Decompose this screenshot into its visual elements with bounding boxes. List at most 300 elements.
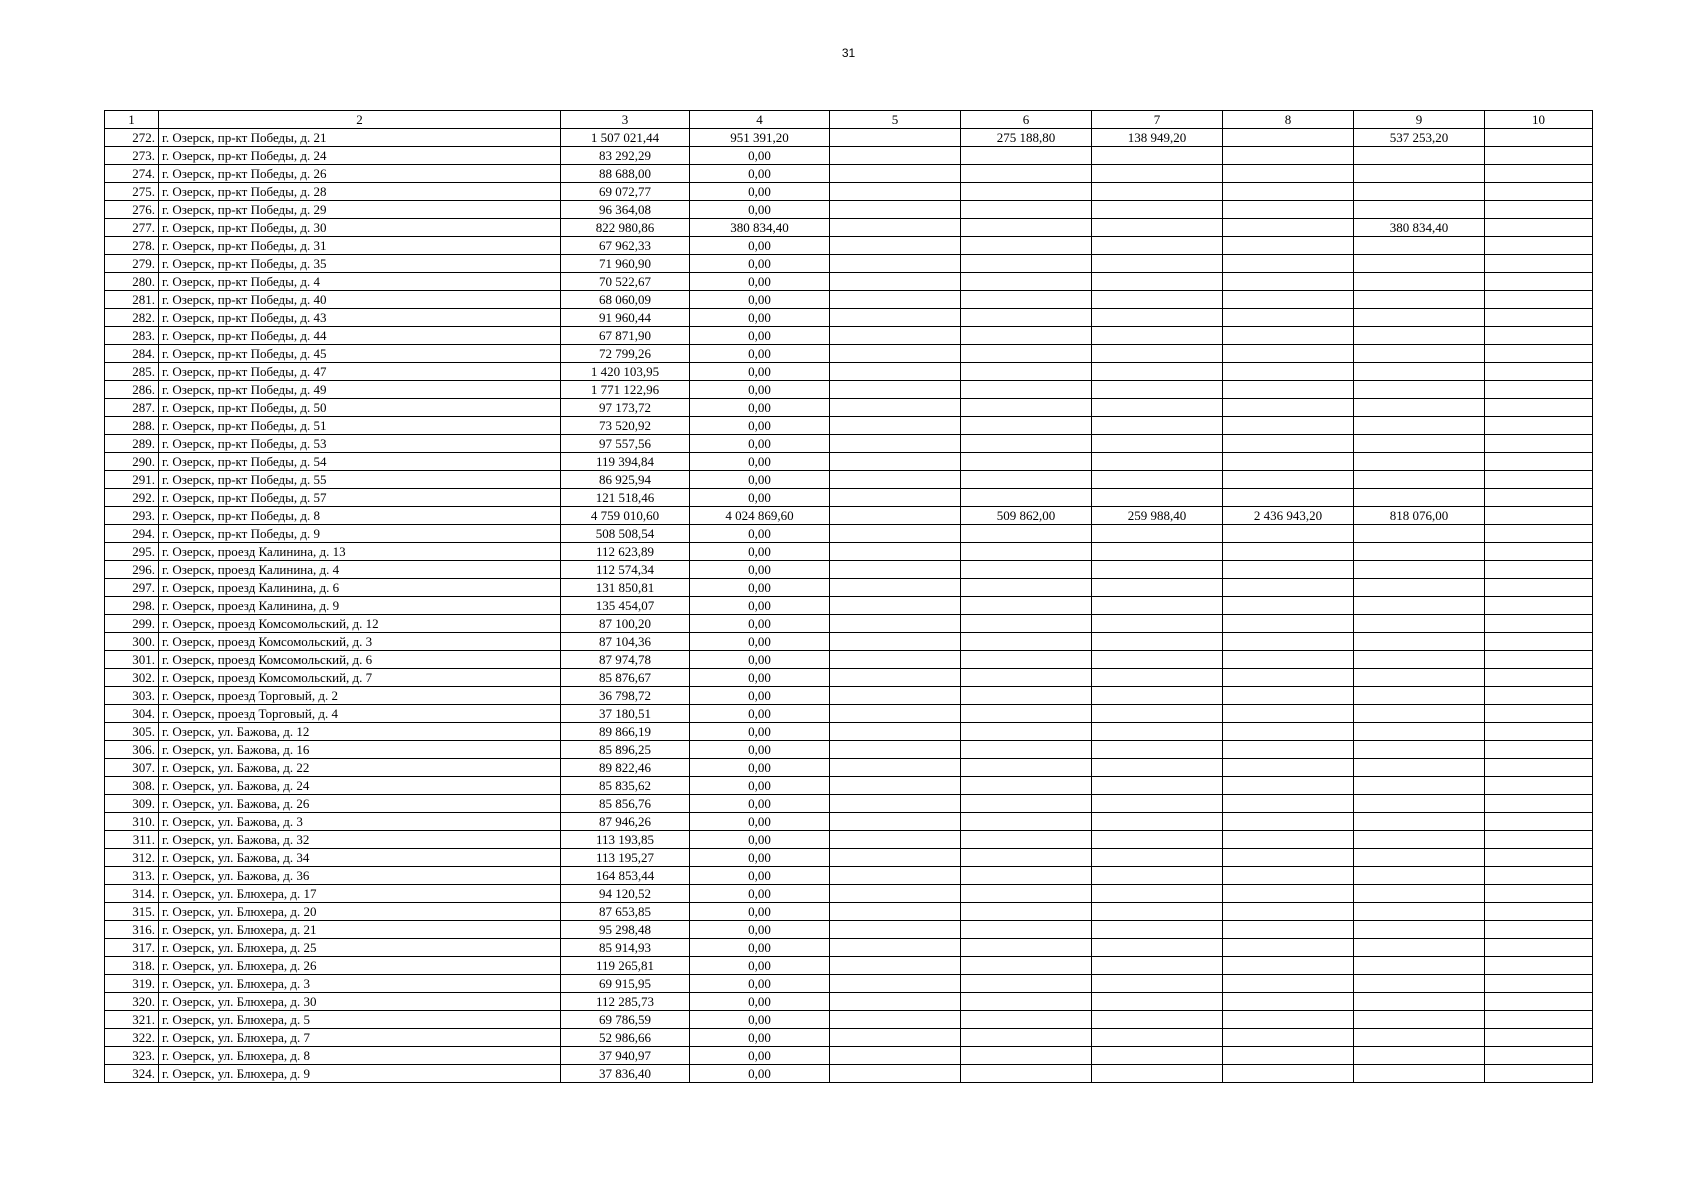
row-number: 316. xyxy=(105,921,159,939)
value-cell: 0,00 xyxy=(690,993,830,1011)
address-cell: г. Озерск, ул. Бажова, д. 32 xyxy=(159,831,561,849)
value-cell: 0,00 xyxy=(690,453,830,471)
value-cell xyxy=(1354,201,1485,219)
value-cell: 0,00 xyxy=(690,345,830,363)
value-cell xyxy=(1223,435,1354,453)
row-number: 305. xyxy=(105,723,159,741)
value-cell xyxy=(1092,831,1223,849)
value-cell: 0,00 xyxy=(690,975,830,993)
value-cell xyxy=(1092,759,1223,777)
column-header: 4 xyxy=(690,111,830,129)
value-cell: 0,00 xyxy=(690,381,830,399)
value-cell xyxy=(830,579,961,597)
value-cell: 0,00 xyxy=(690,903,830,921)
row-number: 281. xyxy=(105,291,159,309)
value-cell xyxy=(1354,831,1485,849)
value-cell: 1 420 103,95 xyxy=(561,363,690,381)
value-cell xyxy=(961,237,1092,255)
column-header: 6 xyxy=(961,111,1092,129)
value-cell xyxy=(830,129,961,147)
table-row xyxy=(105,579,1593,597)
value-cell xyxy=(830,219,961,237)
address-cell: г. Озерск, проезд Торговый, д. 4 xyxy=(159,705,561,723)
row-number: 304. xyxy=(105,705,159,723)
value-cell: 97 557,56 xyxy=(561,435,690,453)
value-cell xyxy=(1092,957,1223,975)
value-cell: 85 835,62 xyxy=(561,777,690,795)
address-cell: г. Озерск, проезд Комсомольский, д. 7 xyxy=(159,669,561,687)
value-cell: 0,00 xyxy=(690,723,830,741)
value-cell xyxy=(1354,939,1485,957)
value-cell xyxy=(1223,417,1354,435)
value-cell xyxy=(830,1029,961,1047)
table-row xyxy=(105,381,1593,399)
value-cell xyxy=(1223,291,1354,309)
address-cell: г. Озерск, ул. Бажова, д. 16 xyxy=(159,741,561,759)
value-cell: 0,00 xyxy=(690,687,830,705)
table-row xyxy=(105,489,1593,507)
value-cell xyxy=(1223,201,1354,219)
address-cell: г. Озерск, пр-кт Победы, д. 8 xyxy=(159,507,561,525)
value-cell xyxy=(1092,1065,1223,1083)
value-cell xyxy=(1485,165,1593,183)
value-cell xyxy=(1092,165,1223,183)
value-cell xyxy=(830,543,961,561)
value-cell xyxy=(830,597,961,615)
value-cell xyxy=(1223,183,1354,201)
value-cell xyxy=(1092,201,1223,219)
value-cell xyxy=(1354,1029,1485,1047)
value-cell xyxy=(961,255,1092,273)
row-number: 324. xyxy=(105,1065,159,1083)
value-cell xyxy=(1354,867,1485,885)
value-cell xyxy=(1354,669,1485,687)
value-cell xyxy=(1092,147,1223,165)
value-cell xyxy=(830,723,961,741)
value-cell xyxy=(1354,597,1485,615)
value-cell xyxy=(1485,939,1593,957)
value-cell xyxy=(1354,165,1485,183)
value-cell xyxy=(1223,975,1354,993)
value-cell xyxy=(1485,399,1593,417)
address-cell: г. Озерск, пр-кт Победы, д. 44 xyxy=(159,327,561,345)
value-cell: 96 364,08 xyxy=(561,201,690,219)
value-cell xyxy=(961,525,1092,543)
row-number: 291. xyxy=(105,471,159,489)
value-cell xyxy=(1223,723,1354,741)
value-cell xyxy=(1354,237,1485,255)
value-cell xyxy=(830,939,961,957)
value-cell xyxy=(1092,939,1223,957)
table-row xyxy=(105,417,1593,435)
value-cell: 87 653,85 xyxy=(561,903,690,921)
value-cell xyxy=(1223,849,1354,867)
row-number: 309. xyxy=(105,795,159,813)
value-cell xyxy=(1354,327,1485,345)
row-number: 290. xyxy=(105,453,159,471)
value-cell xyxy=(1485,849,1593,867)
value-cell xyxy=(1223,327,1354,345)
value-cell xyxy=(830,831,961,849)
value-cell xyxy=(961,795,1092,813)
row-number: 302. xyxy=(105,669,159,687)
value-cell xyxy=(1223,705,1354,723)
value-cell xyxy=(830,759,961,777)
value-cell xyxy=(1354,183,1485,201)
address-cell: г. Озерск, ул. Блюхера, д. 8 xyxy=(159,1047,561,1065)
value-cell: 0,00 xyxy=(690,651,830,669)
value-cell xyxy=(1223,255,1354,273)
row-number: 277. xyxy=(105,219,159,237)
value-cell xyxy=(961,1047,1092,1065)
address-cell: г. Озерск, пр-кт Победы, д. 45 xyxy=(159,345,561,363)
value-cell xyxy=(1223,759,1354,777)
table-row xyxy=(105,147,1593,165)
row-number: 314. xyxy=(105,885,159,903)
address-cell: г. Озерск, пр-кт Победы, д. 57 xyxy=(159,489,561,507)
value-cell xyxy=(961,1065,1092,1083)
row-number: 318. xyxy=(105,957,159,975)
value-cell xyxy=(1485,669,1593,687)
value-cell xyxy=(1223,795,1354,813)
value-cell xyxy=(1354,813,1485,831)
value-cell xyxy=(1354,633,1485,651)
row-number: 288. xyxy=(105,417,159,435)
value-cell: 0,00 xyxy=(690,1047,830,1065)
value-cell: 36 798,72 xyxy=(561,687,690,705)
value-cell: 89 866,19 xyxy=(561,723,690,741)
value-cell xyxy=(830,921,961,939)
value-cell: 37 180,51 xyxy=(561,705,690,723)
value-cell xyxy=(830,1011,961,1029)
value-cell xyxy=(1092,435,1223,453)
value-cell xyxy=(1223,885,1354,903)
table-row xyxy=(105,453,1593,471)
value-cell xyxy=(1092,381,1223,399)
value-cell xyxy=(1485,327,1593,345)
value-cell xyxy=(830,1065,961,1083)
value-cell xyxy=(830,147,961,165)
value-cell xyxy=(1485,237,1593,255)
value-cell xyxy=(961,561,1092,579)
table-row xyxy=(105,345,1593,363)
row-number: 283. xyxy=(105,327,159,345)
value-cell xyxy=(1092,579,1223,597)
table-row xyxy=(105,561,1593,579)
value-cell xyxy=(961,345,1092,363)
table-row xyxy=(105,1029,1593,1047)
value-cell xyxy=(1223,921,1354,939)
value-cell xyxy=(1354,741,1485,759)
value-cell: 0,00 xyxy=(690,489,830,507)
value-cell xyxy=(830,993,961,1011)
row-number: 296. xyxy=(105,561,159,579)
table-row xyxy=(105,849,1593,867)
table-header-row xyxy=(105,111,1593,129)
value-cell: 0,00 xyxy=(690,273,830,291)
table-row xyxy=(105,957,1593,975)
value-cell xyxy=(1485,525,1593,543)
value-cell xyxy=(1485,651,1593,669)
value-cell: 0,00 xyxy=(690,777,830,795)
value-cell xyxy=(1354,1011,1485,1029)
value-cell: 2 436 943,20 xyxy=(1223,507,1354,525)
value-cell xyxy=(830,849,961,867)
value-cell xyxy=(1223,273,1354,291)
value-cell xyxy=(1223,489,1354,507)
table-row xyxy=(105,525,1593,543)
value-cell xyxy=(1092,903,1223,921)
row-number: 306. xyxy=(105,741,159,759)
value-cell xyxy=(1092,327,1223,345)
value-cell xyxy=(1354,579,1485,597)
table-row xyxy=(105,867,1593,885)
value-cell xyxy=(830,867,961,885)
value-cell xyxy=(1223,453,1354,471)
value-cell: 69 072,77 xyxy=(561,183,690,201)
value-cell xyxy=(1354,435,1485,453)
value-cell xyxy=(830,795,961,813)
value-cell: 0,00 xyxy=(690,165,830,183)
value-cell xyxy=(830,813,961,831)
value-cell xyxy=(1092,813,1223,831)
value-cell xyxy=(1354,849,1485,867)
table-row xyxy=(105,831,1593,849)
row-number: 278. xyxy=(105,237,159,255)
value-cell xyxy=(1223,1047,1354,1065)
value-cell xyxy=(1223,1029,1354,1047)
value-cell xyxy=(1485,219,1593,237)
table-row xyxy=(105,507,1593,525)
value-cell xyxy=(830,453,961,471)
value-cell: 71 960,90 xyxy=(561,255,690,273)
table-row xyxy=(105,399,1593,417)
value-cell xyxy=(1092,687,1223,705)
value-cell: 86 925,94 xyxy=(561,471,690,489)
value-cell xyxy=(830,525,961,543)
value-cell xyxy=(1092,489,1223,507)
table-row xyxy=(105,885,1593,903)
row-number: 282. xyxy=(105,309,159,327)
value-cell xyxy=(961,741,1092,759)
row-number: 315. xyxy=(105,903,159,921)
value-cell xyxy=(1092,867,1223,885)
value-cell xyxy=(830,975,961,993)
value-cell xyxy=(961,975,1092,993)
row-number: 307. xyxy=(105,759,159,777)
value-cell xyxy=(1223,561,1354,579)
value-cell xyxy=(830,435,961,453)
value-cell xyxy=(830,309,961,327)
value-cell xyxy=(1223,309,1354,327)
value-cell: 275 188,80 xyxy=(961,129,1092,147)
value-cell xyxy=(830,417,961,435)
value-cell xyxy=(1485,381,1593,399)
value-cell xyxy=(961,867,1092,885)
value-cell xyxy=(1354,957,1485,975)
value-cell xyxy=(1354,1065,1485,1083)
address-cell: г. Озерск, ул. Блюхера, д. 7 xyxy=(159,1029,561,1047)
value-cell: 1 507 021,44 xyxy=(561,129,690,147)
table-body xyxy=(105,129,1593,1083)
value-cell xyxy=(1092,345,1223,363)
table-row xyxy=(105,1065,1593,1083)
value-cell: 164 853,44 xyxy=(561,867,690,885)
value-cell: 112 574,34 xyxy=(561,561,690,579)
value-cell xyxy=(1092,885,1223,903)
value-cell xyxy=(1092,291,1223,309)
value-cell xyxy=(1223,399,1354,417)
value-cell xyxy=(1354,1047,1485,1065)
value-cell: 537 253,20 xyxy=(1354,129,1485,147)
value-cell xyxy=(1354,921,1485,939)
value-cell xyxy=(1485,1065,1593,1083)
value-cell: 0,00 xyxy=(690,867,830,885)
data-table xyxy=(104,110,1593,1083)
address-cell: г. Озерск, проезд Комсомольский, д. 6 xyxy=(159,651,561,669)
value-cell xyxy=(1485,759,1593,777)
address-cell: г. Озерск, ул. Блюхера, д. 5 xyxy=(159,1011,561,1029)
table-row xyxy=(105,273,1593,291)
value-cell xyxy=(1223,615,1354,633)
value-cell xyxy=(1223,777,1354,795)
value-cell xyxy=(1092,741,1223,759)
value-cell: 0,00 xyxy=(690,615,830,633)
address-cell: г. Озерск, ул. Бажова, д. 24 xyxy=(159,777,561,795)
value-cell xyxy=(1485,579,1593,597)
address-cell: г. Озерск, пр-кт Победы, д. 51 xyxy=(159,417,561,435)
value-cell xyxy=(830,1047,961,1065)
value-cell: 0,00 xyxy=(690,1065,830,1083)
value-cell xyxy=(830,345,961,363)
value-cell xyxy=(1223,543,1354,561)
row-number: 319. xyxy=(105,975,159,993)
value-cell: 83 292,29 xyxy=(561,147,690,165)
value-cell xyxy=(1354,291,1485,309)
address-cell: г. Озерск, пр-кт Победы, д. 4 xyxy=(159,273,561,291)
value-cell xyxy=(830,777,961,795)
value-cell xyxy=(830,489,961,507)
value-cell: 0,00 xyxy=(690,417,830,435)
table-row xyxy=(105,1047,1593,1065)
value-cell xyxy=(961,363,1092,381)
value-cell: 0,00 xyxy=(690,795,830,813)
table-row xyxy=(105,363,1593,381)
value-cell xyxy=(961,1011,1092,1029)
value-cell: 37 836,40 xyxy=(561,1065,690,1083)
row-number: 274. xyxy=(105,165,159,183)
table-row xyxy=(105,903,1593,921)
value-cell xyxy=(961,831,1092,849)
value-cell xyxy=(1223,525,1354,543)
value-cell xyxy=(961,471,1092,489)
value-cell xyxy=(1485,417,1593,435)
value-cell xyxy=(1092,795,1223,813)
address-cell: г. Озерск, ул. Блюхера, д. 3 xyxy=(159,975,561,993)
value-cell: 0,00 xyxy=(690,579,830,597)
address-cell: г. Озерск, проезд Комсомольский, д. 12 xyxy=(159,615,561,633)
value-cell: 87 974,78 xyxy=(561,651,690,669)
address-cell: г. Озерск, пр-кт Победы, д. 54 xyxy=(159,453,561,471)
value-cell xyxy=(1354,417,1485,435)
value-cell xyxy=(1485,975,1593,993)
column-header: 10 xyxy=(1485,111,1593,129)
value-cell: 0,00 xyxy=(690,813,830,831)
address-cell: г. Озерск, ул. Блюхера, д. 21 xyxy=(159,921,561,939)
value-cell xyxy=(1223,237,1354,255)
value-cell xyxy=(1092,363,1223,381)
value-cell xyxy=(1354,975,1485,993)
value-cell xyxy=(961,417,1092,435)
value-cell xyxy=(961,723,1092,741)
value-cell xyxy=(1223,633,1354,651)
table-row xyxy=(105,651,1593,669)
value-cell xyxy=(1092,669,1223,687)
address-cell: г. Озерск, ул. Бажова, д. 22 xyxy=(159,759,561,777)
row-number: 275. xyxy=(105,183,159,201)
address-cell: г. Озерск, ул. Бажова, д. 36 xyxy=(159,867,561,885)
table-row xyxy=(105,687,1593,705)
address-cell: г. Озерск, проезд Калинина, д. 4 xyxy=(159,561,561,579)
value-cell: 69 786,59 xyxy=(561,1011,690,1029)
address-cell: г. Озерск, пр-кт Победы, д. 47 xyxy=(159,363,561,381)
value-cell xyxy=(1354,273,1485,291)
row-number: 317. xyxy=(105,939,159,957)
value-cell xyxy=(1354,255,1485,273)
table-row xyxy=(105,327,1593,345)
value-cell: 0,00 xyxy=(690,525,830,543)
address-cell: г. Озерск, ул. Блюхера, д. 26 xyxy=(159,957,561,975)
value-cell xyxy=(830,705,961,723)
value-cell xyxy=(1092,561,1223,579)
table-row xyxy=(105,183,1593,201)
value-cell xyxy=(1354,381,1485,399)
value-cell xyxy=(1092,1047,1223,1065)
value-cell xyxy=(830,957,961,975)
value-cell: 69 915,95 xyxy=(561,975,690,993)
value-cell: 68 060,09 xyxy=(561,291,690,309)
value-cell xyxy=(1092,183,1223,201)
value-cell xyxy=(1223,597,1354,615)
value-cell xyxy=(1485,507,1593,525)
value-cell: 113 193,85 xyxy=(561,831,690,849)
value-cell xyxy=(1223,579,1354,597)
row-number: 279. xyxy=(105,255,159,273)
table-row xyxy=(105,201,1593,219)
table-row xyxy=(105,309,1593,327)
value-cell xyxy=(830,165,961,183)
value-cell xyxy=(961,615,1092,633)
value-cell xyxy=(1485,309,1593,327)
value-cell xyxy=(1092,453,1223,471)
table-row xyxy=(105,777,1593,795)
value-cell xyxy=(1092,471,1223,489)
table-row xyxy=(105,219,1593,237)
value-cell xyxy=(1092,219,1223,237)
address-cell: г. Озерск, проезд Комсомольский, д. 3 xyxy=(159,633,561,651)
value-cell xyxy=(830,381,961,399)
value-cell xyxy=(1092,597,1223,615)
table-row xyxy=(105,615,1593,633)
column-header: 5 xyxy=(830,111,961,129)
value-cell xyxy=(1354,759,1485,777)
row-number: 311. xyxy=(105,831,159,849)
row-number: 286. xyxy=(105,381,159,399)
table-row xyxy=(105,975,1593,993)
value-cell xyxy=(1485,993,1593,1011)
value-cell xyxy=(961,777,1092,795)
table-row xyxy=(105,939,1593,957)
